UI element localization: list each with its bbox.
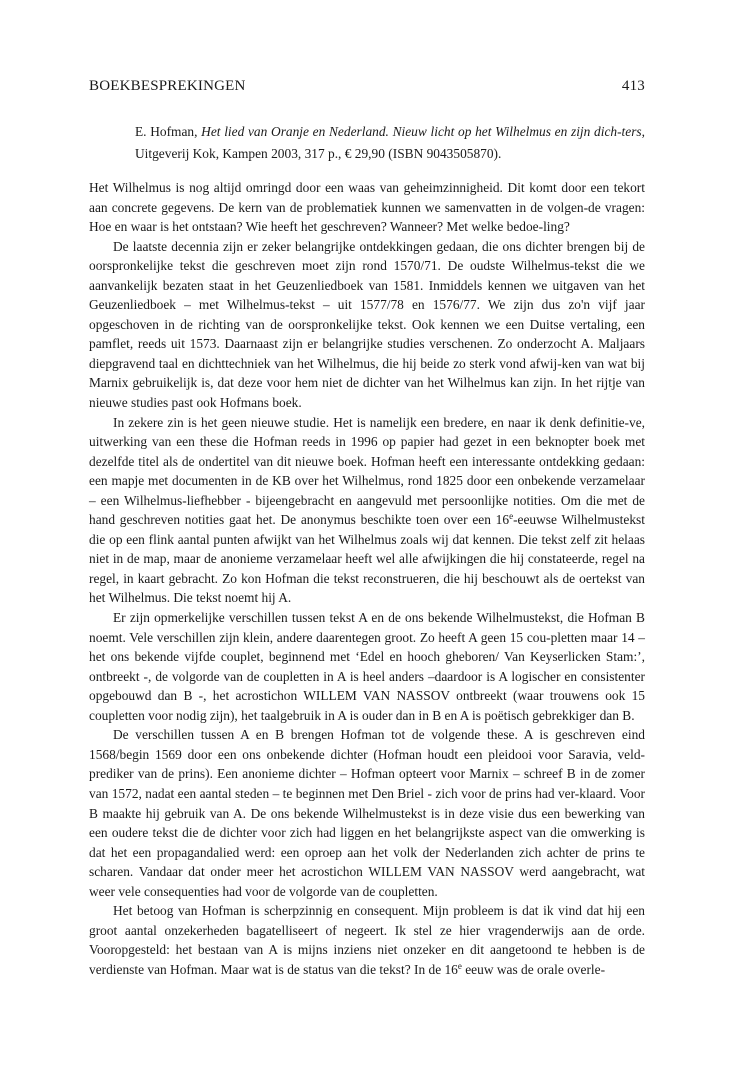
paragraph: De laatste decennia zijn er zeker belangrijke ontdekkingen gedaan, die ons dichter brengen bij de oorspronkelijke tekst die geschreven moet zijn rond 1570/71. De oudste Wilhelmus-tekst die we aanvankelijk bezaten staat in het Geuzenliedboek van 1581. Inmiddels kennen we uitgaven van het Geuzenliedboek – met Wilhelmus-tekst – uit 1577/78 en 1576/77. We zijn dus zo'n vijf jaar opgeschoven in de richting van de oorspronkelijke tekst. Ook kennen we een Duitse vertaling, een pamflet, reeds uit 1573. Daarnaast zijn er belangrijke studies verschenen. Zo onderzocht A. Maljaars diepgravend taal en dichttechniek van het Wilhelmus, die hij beide zo sterk vond afwij-ken van wat bij Marnix gebruikelijk is, dat deze voor hem niet de dichter van het Wilhelmus kan zijn. In het rijtje van nieuwe studies past ook Hofmans boek. xyxy=(89,238,645,411)
page-number: 413 xyxy=(621,78,645,94)
paragraph-text: eeuw was de orale overle- xyxy=(461,961,606,977)
superscript: e xyxy=(509,511,514,522)
paragraph: Er zijn opmerkelijke verschillen tussen tekst A en de ons bekende Wilhelmustekst, die Hofman B noemt. Vele verschillen zijn klein, andere daarentegen groot. Zo heeft A geen 15 cou-pletten maar 14 – het ons bekende vijfde couplet, beginnend met ‘Edel en hooch gheboren/ Van Keyserlicken Stam:’, ontbreekt -, de volgorde van de coupletten in A is heel anders –daardoor is A logischer en consistenter opgebouwd dan B -, het acrostichon WILLEM VAN NASSOV ontbreekt (waar trouwens ook 15 coupletten voor nodig zijn), het taalgebruik in A is ouder dan in B en A is poëtisch gebrekkiger dan B. xyxy=(89,610,645,723)
review-body xyxy=(89,178,645,979)
citation-author: E. Hofman, xyxy=(135,124,202,139)
paragraph-text: Het betoog van Hofman is scherpzinnig en consequent. Mijn probleem is dat ik vind dat hij een groot aantal onzekerheden bagatelliseert of negeert. Ik stel ze hier vragenderwijs aan de orde. Vooropgesteld: het bestaan van A is mijns inziens niet onzeker en dit aangetoond te hebben is de verdienste van Hofman. Maar wat is de status van die tekst? In de 16 xyxy=(89,903,645,977)
paragraph xyxy=(89,901,645,979)
paragraph: De verschillen tussen A en B brengen Hofman tot de volgende these. A is geschreven eind 1568/begin 1569 door een ons onbekende dichter (Hofman houdt een pleidooi voor Saravia, veld-prediker van de prins). Een anonieme dichter – Hofman opteert voor Marnix – schreef B in de zomer van 1572, nadat een aantal steden – te beginnen met Den Briel - zich voor de prins had ver-klaard. Voor B maakte hij gebruik van A. De ons bekende Wilhelmustekst is in deze visie dus een bewerking van een oudere tekst die de dichter voor zich had liggen en het belangrijkste aspect van die omwerking is dat het een propagandalied werd: een oproep aan het volk der Nederlanden zich achter de prins te scharen. Vandaar dat onder meer het acrostichon WILLEM VAN NASSOV werd aangebracht, wat weer vele consequenties had voor de volgorde van de coupletten. xyxy=(89,727,645,899)
running-header xyxy=(89,78,645,98)
citation-publication: , Uitgeverij Kok, Kampen 2003, 317 p., € 29,90 (ISBN 9043505870). xyxy=(135,124,646,161)
paragraph-text: -eeuwse Wilhelmustekst die op een flink aantal punten afwijkt van het Wilhelmus zoals wij dat kennen. Die tekst zelf zit helaas niet in de map, maar de anonieme verzamelaar heeft wel alle afwijkingen die hij constateerde, regel na regel, in kaart gebracht. Zo kon Hofman die tekst reconstrueren, die hij beschouwt als de oertekst van het Wilhelmus. Die tekst noemt hij A. xyxy=(89,512,645,606)
book-citation xyxy=(135,121,645,164)
paragraph: Het Wilhelmus is nog altijd omringd door een waas van geheimzinnigheid. Dit komt door een tekort aan concrete gegevens. De kern van de problematiek kunnen we samenvatten in de volgen-de vragen: Hoe en waar is het ontstaan? Wie heeft het geschreven? Wanneer? Met welke bedoe-ling? xyxy=(89,180,645,235)
running-title: BOEKBESPREKINGEN xyxy=(89,78,246,94)
citation-title: Het lied van Oranje en Nederland. Nieuw licht op het Wilhelmus en zijn dich-ters xyxy=(201,124,642,139)
superscript: e xyxy=(457,960,462,971)
paragraph xyxy=(89,413,645,608)
paragraph-text: In zekere zin is het geen nieuwe studie. Het is namelijk een bredere, en naar ik denk definitie-ve, uitwerking van een these die Hofman reeds in 1996 op papier had gezet in een beknopter boek met dezelfde titel als de ondertitel van dit nieuwe boek. Hofman heeft een interessante ontdekking gedaan: een mapje met documenten in de KB over het Wilhelmus, rond 1825 door een onbekende verzamelaar – een Wilhelmus-liefhebber - bijeengebracht en aangevuld met persoonlijke notities. Om die met de hand geschreven notities gaat het. De anonymus beschikte toen over een 16 xyxy=(89,414,645,528)
